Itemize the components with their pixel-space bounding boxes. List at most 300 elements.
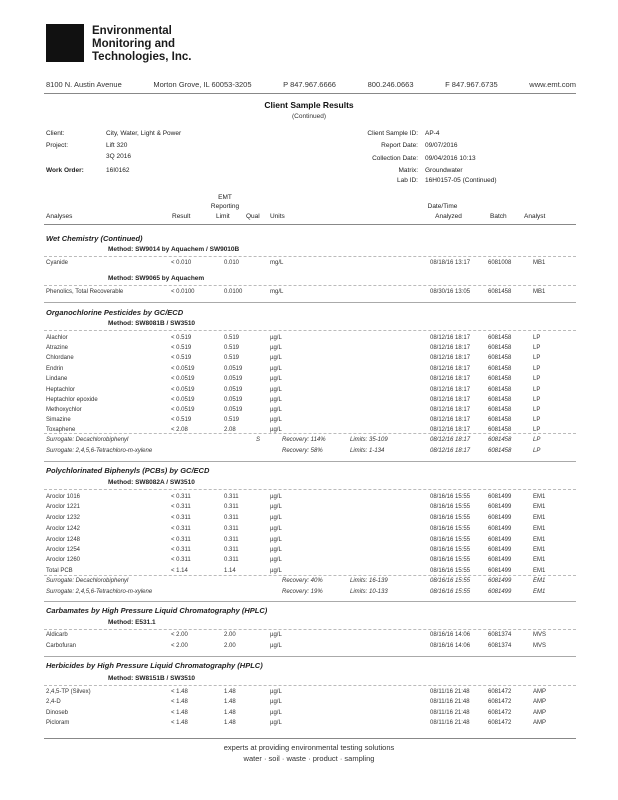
tollfree-number: 800.246.0663 [367,80,414,89]
row-batch: 6081458 [488,417,512,423]
row-analyst: EM1 [533,504,546,510]
row-analyst: LP [533,387,541,393]
row-units: µg/L [270,335,282,341]
company-name-line2: Monitoring and [92,38,176,50]
table-row [46,494,576,504]
row-units: µg/L [270,568,282,574]
company-name-line1: Environmental [92,25,172,37]
table-row [46,699,576,709]
surrogate-row [46,589,576,599]
row-analyst: LP [533,437,541,443]
collection-date-label: Collection Date: [372,155,418,162]
row-analyte: 2,4-D [46,699,61,705]
row-result: < 0.311 [171,526,191,532]
row-result: < 0.311 [171,515,191,521]
row-analyte: Alachlor [46,335,68,341]
header-rule [44,93,576,94]
table-row [46,568,576,578]
row-units: µg/L [270,345,282,351]
row-analyzed-date: 08/12/16 18:17 [430,366,471,372]
row-units: mg/L [270,289,284,295]
row-batch: 6081458 [488,335,512,341]
row-batch: 6081374 [488,632,512,638]
row-batch: 6081458 [488,427,512,433]
row-batch: 6081458 [488,397,512,403]
row-analyst: LP [533,417,541,423]
lab-id-value: 16H0157-05 (Continued) [425,177,497,184]
row-limits: Limits: 16-139 [350,578,388,584]
row-units: µg/L [270,417,282,423]
row-analyzed-date: 08/12/16 18:17 [430,407,471,413]
col-emt: EMT [218,194,232,201]
row-result: < 0.519 [171,417,192,423]
row-result: < 0.010 [171,260,192,266]
row-analyst: EM1 [533,547,546,553]
table-row [46,335,576,345]
row-limit: 1.48 [224,699,236,705]
row-units: µg/L [270,643,282,649]
row-analyte: Aroclor 1221 [46,504,81,510]
row-result: < 0.311 [171,537,191,543]
row-batch: 6081472 [488,699,512,705]
table-row [46,376,576,386]
project-label: Project: [46,142,69,149]
row-qual: S [256,437,261,443]
surrogate-row [46,448,576,458]
col-units: Units [270,213,285,220]
row-analyzed-date: 08/16/16 14:06 [430,643,471,649]
row-result: < 0.0519 [171,366,195,372]
row-limit: 0.0100 [224,289,243,295]
method-rule [44,256,576,257]
row-limit: 0.311 [224,494,239,500]
method-label: Method: SW9065 by Aquachem [108,275,205,282]
row-result: < 0.519 [171,355,192,361]
row-limit: 0.311 [224,504,239,510]
row-units: µg/L [270,427,282,433]
row-limit: 1.14 [224,568,236,574]
row-recovery: Recovery: 40% [282,578,323,584]
method-label: Method: SW9014 by Aquachem / SW9010B [108,246,240,253]
row-analyte: Surrogate: 2,4,5,6-Tetrachloro-m-xylene [46,589,153,595]
company-name [92,25,191,64]
row-analyzed-date: 08/16/16 15:55 [430,547,471,553]
row-result: < 0.0100 [171,289,195,295]
row-analyst: LP [533,366,541,372]
row-analyst: LP [533,448,541,454]
row-limit: 2.00 [224,632,236,638]
section-divider [44,461,576,462]
row-result: < 1.48 [171,720,188,726]
method-rule [44,285,576,286]
row-analyte: Chlordane [46,355,74,361]
row-limit: 1.48 [224,720,236,726]
row-units: µg/L [270,515,282,521]
row-analyte: Picloram [46,720,70,726]
phone-number: P 847.967.6666 [283,80,336,89]
row-result: < 0.0519 [171,407,195,413]
row-analyst: EM1 [533,578,546,584]
row-analyst: MB1 [533,260,546,266]
row-analyzed-date: 08/12/16 18:17 [430,376,471,382]
row-batch: 6081458 [488,407,512,413]
table-row [46,417,576,427]
section-title: Herbicides by High Pressure Liquid Chromatography (HPLC) [46,661,263,670]
row-analyte: Aroclor 1254 [46,547,81,553]
row-analyst: AMP [533,699,547,705]
row-analyst: LP [533,427,541,433]
col-analyses: Analyses [46,213,73,220]
row-analyzed-date: 08/16/16 15:55 [430,568,471,574]
row-result: < 0.519 [171,345,192,351]
client-value: City, Water, Light & Power [106,130,182,137]
row-analyst: AMP [533,720,547,726]
row-analyst: EM1 [533,537,546,543]
sample-id-value: AP-4 [425,130,440,137]
row-units: µg/L [270,547,282,553]
row-limit: 0.0519 [224,387,243,393]
row-analyte: Aldicarb [46,632,68,638]
method-label: Method: E531.1 [108,619,156,626]
row-analyzed-date: 08/12/16 18:17 [430,345,471,351]
row-analyzed-date: 08/30/16 13:05 [430,289,471,295]
row-analyzed-date: 08/16/16 15:55 [430,557,471,563]
table-row [46,526,576,536]
row-result: < 1.14 [171,568,188,574]
row-units: µg/L [270,557,282,563]
section-title: Organochlorine Pesticides by GC/ECD [46,308,184,317]
fax-number: F 847.967.6735 [445,80,498,89]
row-result: < 2.00 [171,643,188,649]
row-recovery: Recovery: 114% [282,437,326,443]
row-analyte: Toxaphene [46,427,76,433]
row-analyzed-date: 08/12/16 18:17 [430,437,471,443]
table-row [46,689,576,699]
matrix-label: Matrix: [398,167,418,174]
project-value-2: 3Q 2016 [106,153,131,160]
col-analyzed: Analyzed [435,213,462,220]
row-batch: 6081458 [488,387,512,393]
row-units: µg/L [270,537,282,543]
row-analyzed-date: 08/11/16 21:48 [430,710,470,716]
table-row [46,557,576,567]
row-batch: 6081499 [488,568,512,574]
row-batch: 6081458 [488,289,512,295]
row-analyte: Atrazine [46,345,69,351]
row-result: < 0.0519 [171,397,195,403]
row-batch: 6081458 [488,366,512,372]
row-analyst: LP [533,397,541,403]
row-units: mg/L [270,260,284,266]
row-batch: 6081458 [488,448,512,454]
section-title: Polychlorinated Biphenyls (PCBs) by GC/ECD [46,466,210,475]
row-analyte: Surrogate: Decachlorobiphenyl [46,578,129,584]
row-units: µg/L [270,355,282,361]
lab-id-label: Lab ID: [397,177,418,184]
surrogate-row [46,578,576,588]
method-rule [44,685,576,686]
report-subtitle: (Continued) [292,113,326,120]
row-analyzed-date: 08/16/16 14:06 [430,632,471,638]
section-divider [44,302,576,303]
row-units: µg/L [270,632,282,638]
method-label: Method: SW8151B / SW3510 [108,675,196,682]
work-order-label: Work Order: [46,167,84,174]
address-bar [46,80,576,89]
row-result: < 0.0519 [171,387,195,393]
row-batch: 6081472 [488,689,512,695]
row-analyzed-date: 08/11/16 21:48 [430,689,470,695]
sample-id-label: Client Sample ID: [367,130,418,137]
row-analyst: EM1 [533,557,546,563]
row-units: µg/L [270,366,282,372]
footer-tagline: experts at providing environmental testing solutions [223,743,395,752]
section-title: Carbamates by High Pressure Liquid Chromatography (HPLC) [46,606,268,615]
work-order-value: 16I0162 [106,167,130,174]
table-row [46,397,576,407]
company-logo-mark [46,24,84,62]
col-batch: Batch [490,213,507,220]
report-date-value: 09/07/2016 [425,142,458,149]
method-rule [44,489,576,490]
row-analyst: EM1 [533,526,546,532]
col-datetime: Date/Time [427,203,458,210]
row-units: µg/L [270,397,282,403]
table-row [46,427,576,437]
section-divider [44,656,576,657]
row-analyte: Surrogate: 2,4,5,6-Tetrachloro-m-xylene [46,448,153,454]
row-analyst: LP [533,345,541,351]
section-divider [44,601,576,602]
col-result: Result [172,213,191,220]
row-units: µg/L [270,526,282,532]
row-limit: 0.519 [224,355,240,361]
row-limit: 0.311 [224,547,239,553]
row-analyzed-date: 08/16/16 15:55 [430,494,471,500]
row-analyzed-date: 08/18/16 13:17 [430,260,471,266]
table-row [46,547,576,557]
row-result: < 1.48 [171,699,188,705]
row-analyzed-date: 08/16/16 15:55 [430,537,471,543]
row-limit: 1.48 [224,689,236,695]
row-analyzed-date: 08/12/16 18:17 [430,335,471,341]
table-row [46,407,576,417]
row-analyst: AMP [533,689,547,695]
table-row [46,504,576,514]
row-analyst: LP [533,376,541,382]
row-analyzed-date: 08/11/16 21:48 [430,720,470,726]
footer-rule [44,738,576,739]
row-analyte: Endrin [46,366,64,372]
row-analyte: Heptachlor epoxide [46,397,98,403]
row-limit: 2.08 [224,427,236,433]
row-units: µg/L [270,494,282,500]
row-analyzed-date: 08/12/16 18:17 [430,448,471,454]
report-title: Client Sample Results [264,100,354,110]
row-analyst: EM1 [533,494,546,500]
row-result: < 1.48 [171,689,188,695]
project-value: Lift 320 [106,142,128,149]
row-units: µg/L [270,407,282,413]
row-batch: 6081008 [488,260,512,266]
row-result: < 0.311 [171,504,191,510]
row-analyzed-date: 08/11/16 21:48 [430,699,470,705]
row-result: < 0.311 [171,494,191,500]
matrix-value: Groundwater [425,167,463,174]
row-units: µg/L [270,376,282,382]
row-analyte: Dinoseb [46,710,69,716]
row-batch: 6081499 [488,578,512,584]
row-limit: 0.0519 [224,376,243,382]
row-analyst: EM1 [533,568,546,574]
surrogate-row [46,437,576,447]
row-analyte: Aroclor 1242 [46,526,81,532]
row-limit: 0.311 [224,557,239,563]
row-analyst: LP [533,407,541,413]
row-analyst: AMP [533,710,547,716]
row-units: µg/L [270,699,282,705]
row-limit: 0.311 [224,515,239,521]
col-limit: Limit [216,213,230,220]
row-analyte: 2,4,5-TP (Silvex) [46,689,91,695]
row-limit: 0.519 [224,417,240,423]
row-analyst: MB1 [533,289,546,295]
row-limit: 0.010 [224,260,240,266]
row-units: µg/L [270,710,282,716]
row-units: µg/L [270,387,282,393]
table-row [46,710,576,720]
row-analyte: Carbofuran [46,643,77,649]
row-batch: 6081499 [488,515,512,521]
row-analyzed-date: 08/12/16 18:17 [430,355,471,361]
row-limit: 0.311 [224,526,239,532]
row-batch: 6081499 [488,494,512,500]
report-date-label: Report Date: [381,142,418,149]
row-analyte: Simazine [46,417,71,423]
row-result: < 0.0519 [171,376,195,382]
row-limits: Limits: 1-134 [350,448,385,454]
row-result: < 2.08 [171,427,188,433]
row-limit: 1.48 [224,710,236,716]
method-label: Method: SW8081B / SW3510 [108,320,196,327]
method-label: Method: SW8082A / SW3510 [108,479,195,486]
row-analyzed-date: 08/16/16 15:55 [430,526,471,532]
row-limits: Limits: 35-109 [350,437,388,443]
row-batch: 6081458 [488,437,512,443]
row-analyte: Methoxychlor [46,407,82,413]
website: www.emt.com [529,80,576,89]
column-header-rule [44,224,576,225]
col-reporting: Reporting [210,203,240,210]
row-analyte: Aroclor 1260 [46,557,81,563]
table-row [46,537,576,547]
row-recovery: Recovery: 19% [282,589,323,595]
row-analyzed-date: 08/16/16 15:55 [430,515,471,521]
row-batch: 6081458 [488,345,512,351]
company-name-line3: Technologies, Inc. [92,51,192,63]
street-address: 8100 N. Austin Avenue [46,80,122,89]
row-analyzed-date: 08/12/16 18:17 [430,417,471,423]
row-analyzed-date: 08/16/16 15:55 [430,504,471,510]
row-analyzed-date: 08/12/16 18:17 [430,387,471,393]
row-analyst: LP [533,335,541,341]
row-units: µg/L [270,689,282,695]
row-limit: 0.519 [224,345,240,351]
row-analyst: MVS [533,632,547,638]
table-row [46,366,576,376]
row-analyst: LP [533,355,541,361]
row-batch: 6081458 [488,355,512,361]
table-row [46,345,576,355]
row-result: < 2.00 [171,632,188,638]
row-analyst: EM1 [533,515,546,521]
table-row [46,289,576,299]
row-result: < 0.519 [171,335,192,341]
row-units: µg/L [270,504,282,510]
row-batch: 6081499 [488,526,512,532]
row-limit: 0.519 [224,335,240,341]
row-analyte: Lindane [46,376,68,382]
row-result: < 1.48 [171,710,188,716]
table-row [46,515,576,525]
row-analyst: MVS [533,643,547,649]
row-analyzed-date: 08/12/16 18:17 [430,427,471,433]
row-batch: 6081499 [488,504,512,510]
row-result: < 0.311 [171,557,191,563]
row-limit: 2.00 [224,643,236,649]
row-batch: 6081499 [488,557,512,563]
section-title: Wet Chemistry (Continued) [46,234,143,243]
table-row [46,355,576,365]
row-batch: 6081499 [488,537,512,543]
row-result: < 0.311 [171,547,191,553]
row-analyte: Aroclor 1016 [46,494,81,500]
row-batch: 6081499 [488,589,512,595]
method-rule [44,629,576,630]
collection-date-value: 09/04/2016 10:13 [425,155,476,162]
table-row [46,387,576,397]
row-analyte: Aroclor 1248 [46,537,81,543]
row-batch: 6081472 [488,710,512,716]
client-label: Client: [46,130,65,137]
row-batch: 6081472 [488,720,512,726]
row-limit: 0.0519 [224,366,243,372]
row-batch: 6081374 [488,643,512,649]
row-analyte: Aroclor 1232 [46,515,81,521]
row-limit: 0.311 [224,537,239,543]
row-batch: 6081499 [488,547,512,553]
row-analyte: Surrogate: Decachlorobiphenyl [46,437,129,443]
city-address: Morton Grove, IL 60053-3205 [153,80,252,89]
row-analyzed-date: 08/12/16 18:17 [430,397,471,403]
table-row [46,643,576,653]
row-analyte: Heptachlor [46,387,76,393]
row-analyzed-date: 08/16/16 15:55 [430,589,471,595]
row-limit: 0.0519 [224,397,243,403]
col-qual: Qual [246,213,260,220]
method-rule [44,330,576,331]
row-analyte: Total PCB [46,568,73,574]
row-batch: 6081458 [488,376,512,382]
row-recovery: Recovery: 58% [282,448,323,454]
footer-services: water · soil · waste · product · sampling [243,754,375,763]
row-units: µg/L [270,720,282,726]
table-row [46,720,576,730]
table-row [46,260,576,270]
row-analyte: Phenolics, Total Recoverable [46,289,124,295]
row-analyte: Cyanide [46,260,69,266]
col-analyst: Analyst [524,213,546,220]
